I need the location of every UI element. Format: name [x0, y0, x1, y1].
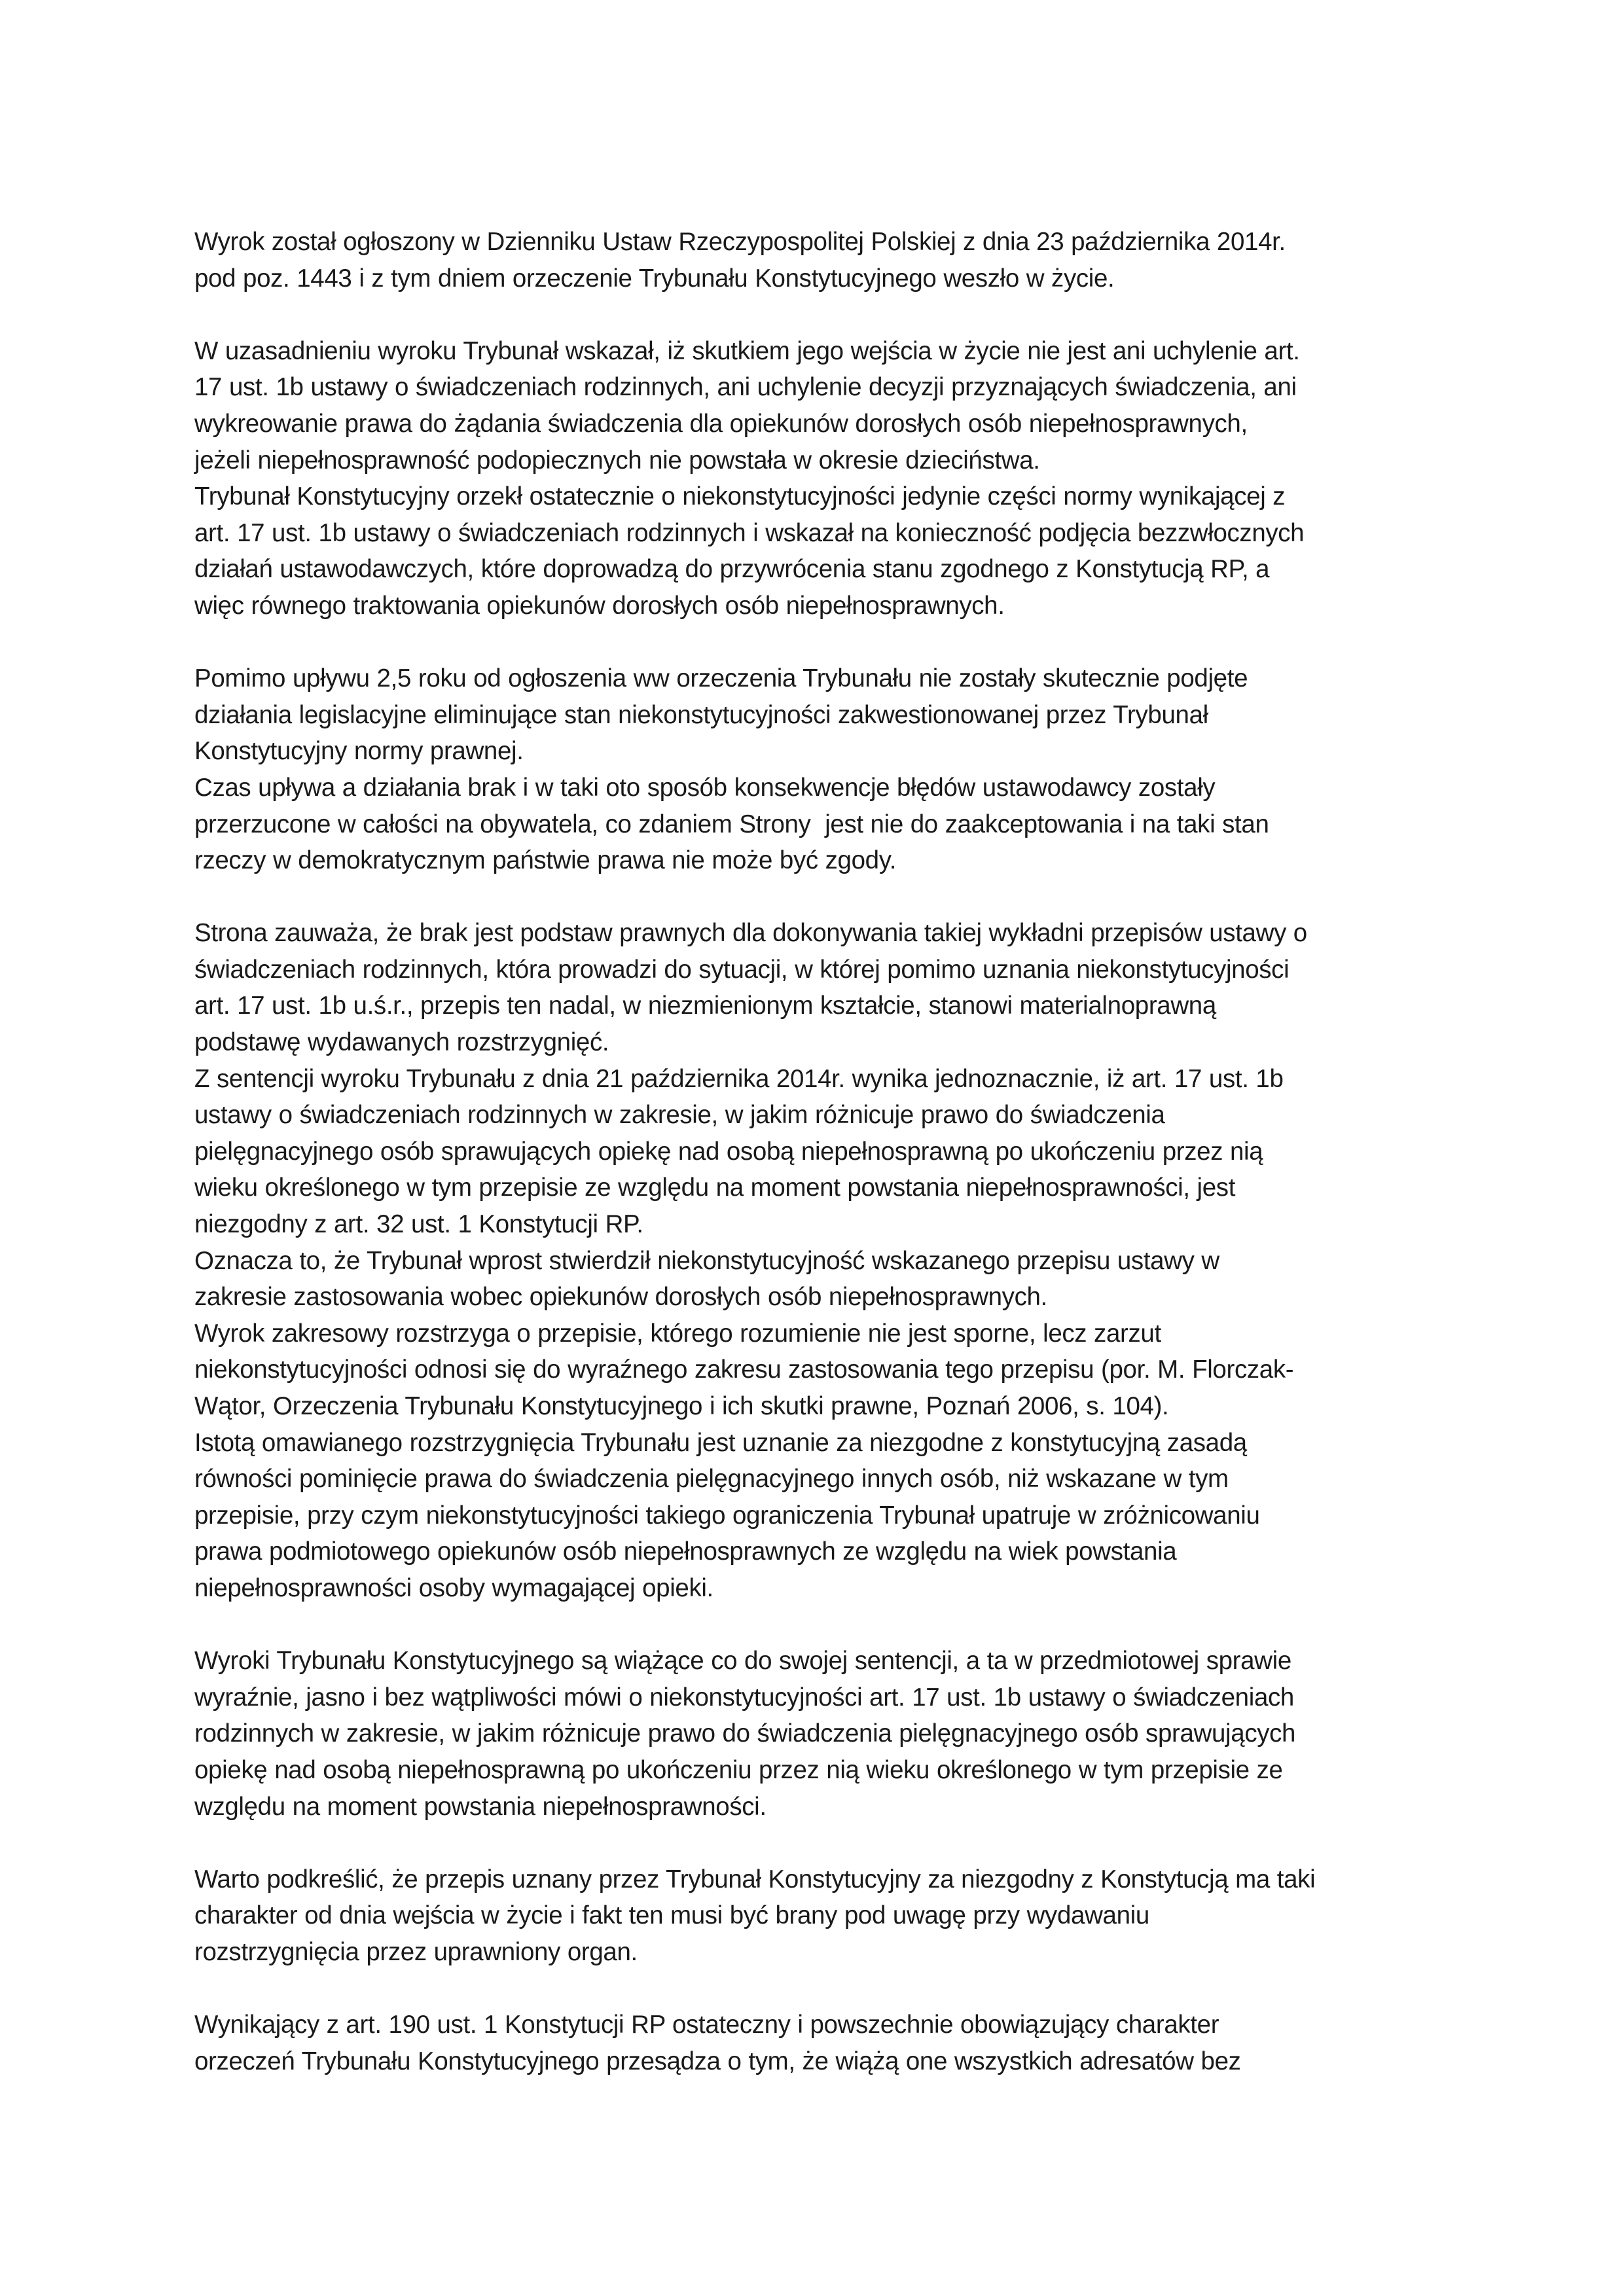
- text-line: przerzucone w całości na obywatela, co zdaniem Strony jest nie do zaakceptowania i na taki stan: [194, 810, 1269, 838]
- text-line: Strona zauważa, że brak jest podstaw prawnych dla dokonywania takiej wykładni przepisów ustawy o: [194, 919, 1307, 948]
- text-line: zakresie zastosowania wobec opiekunów dorosłych osób niepełnosprawnych.: [194, 1283, 1047, 1312]
- text-line: Trybunał Konstytucyjny orzekł ostatecznie o niekonstytucyjności jedynie części normy wynikającej z: [194, 482, 1286, 511]
- blank-line: [194, 1607, 1451, 1643]
- text-line: niezgodny z art. 32 ust. 1 Konstytucji RP.: [194, 1210, 643, 1239]
- text-line: art. 17 ust. 1b u.ś.r., przepis ten nadal, w niezmienionym kształcie, stanowi materialnoprawną: [194, 992, 1216, 1020]
- text-line: Warto podkreślić, że przepis uznany przez Trybunał Konstytucyjny za niezgodny z Konstytucją ma taki: [194, 1865, 1316, 1893]
- text-line: Konstytucyjny normy prawnej.: [194, 737, 524, 766]
- blank-line: [194, 1825, 1451, 1861]
- text-line: pielęgnacyjnego osób sprawujących opiekę nad osobą niepełnosprawną po ukończeniu przez nią: [194, 1137, 1263, 1166]
- text-line: rozstrzygnięcia przez uprawniony organ.: [194, 1937, 638, 1966]
- text-line: przepisie, przy czym niekonstytucyjności takiego ograniczenia Trybunał upatruje w zróżnicowaniu: [194, 1501, 1260, 1530]
- text-line: rzeczy w demokratycznym państwie prawa nie może być zgody.: [194, 846, 897, 875]
- text-line: jeżeli niepełnosprawność podopiecznych nie powstała w okresie dzieciństwa.: [194, 446, 1040, 475]
- text-line: więc równego traktowania opiekunów dorosłych osób niepełnosprawnych.: [194, 591, 1005, 620]
- text-line: równości pominięcie prawa do świadczenia pielęgnacyjnego innych osób, niż wskazane w tym: [194, 1465, 1229, 1494]
- text-line: Wyrok został ogłoszony w Dzienniku Ustaw Rzeczypospolitej Polskiej z dnia 23 października 2014r.: [194, 228, 1286, 256]
- text-line: Wątor, Orzeczenia Trybunału Konstytucyjnego i ich skutki prawne, Poznań 2006, s. 104).: [194, 1392, 1169, 1420]
- blank-line: [194, 296, 1451, 333]
- document-body: [194, 224, 1451, 2079]
- text-line: pod poz. 1443 i z tym dniem orzeczenie Trybunału Konstytucyjnego weszło w życie.: [194, 264, 1115, 293]
- text-line: świadczeniach rodzinnych, która prowadzi do sytuacji, w której pomimo uznania niekonstytucyjności: [194, 955, 1290, 984]
- text-line: Wyroki Trybunału Konstytucyjnego są wiążące co do swojej sentencji, a ta w przedmiotowej sprawie: [194, 1647, 1291, 1676]
- text-line: Wynikający z art. 190 ust. 1 Konstytucji RP ostateczny i powszechnie obowiązujący charakter: [194, 2011, 1219, 2039]
- blank-line: [194, 879, 1451, 916]
- text-line: Wyrok zakresowy rozstrzyga o przepisie, którego rozumienie nie jest sporne, lecz zarzut: [194, 1319, 1161, 1348]
- text-line: podstawę wydawanych rozstrzygnięć.: [194, 1028, 609, 1057]
- text-line: charakter od dnia wejścia w życie i fakt ten musi być brany pod uwagę przy wydawaniu: [194, 1901, 1149, 1930]
- text-line: względu na moment powstania niepełnosprawności.: [194, 1792, 767, 1821]
- text-line: Pomimo upływu 2,5 roku od ogłoszenia ww orzeczenia Trybunału nie zostały skutecznie podjęte: [194, 664, 1248, 693]
- text-line: ustawy o świadczeniach rodzinnych w zakresie, w jakim różnicuje prawo do świadczenia: [194, 1101, 1165, 1130]
- text-line: Z sentencji wyroku Trybunału z dnia 21 października 2014r. wynika jednoznacznie, iż art. 17 ust. 1b: [194, 1064, 1284, 1093]
- text-line: rodzinnych w zakresie, w jakim różnicuje prawo do świadczenia pielęgnacyjnego osób sprawujących: [194, 1719, 1296, 1748]
- text-line: art. 17 ust. 1b ustawy o świadczeniach rodzinnych i wskazał na konieczność podjęcia bezzwłocznych: [194, 518, 1305, 547]
- blank-line: [194, 1971, 1451, 2007]
- text-line: niepełnosprawności osoby wymagającej opieki.: [194, 1573, 713, 1602]
- text-line: niekonstytucyjności odnosi się do wyraźnego zakresu zastosowania tego przepisu (por. M. Florczak-: [194, 1355, 1294, 1384]
- text-line: orzeczeń Trybunału Konstytucyjnego przesądza o tym, że wiążą one wszystkich adresatów bez: [194, 2047, 1241, 2075]
- text-line: wieku określonego w tym przepisie ze względu na moment powstania niepełnosprawności, jest: [194, 1174, 1236, 1202]
- text-line: Oznacza to, że Trybunał wprost stwierdził niekonstytucyjność wskazanego przepisu ustawy w: [194, 1246, 1219, 1275]
- text-line: opiekę nad osobą niepełnosprawną po ukończeniu przez nią wieku określonego w tym przepisie ze: [194, 1755, 1283, 1784]
- text-line: Czas upływa a działania brak i w taki oto sposób konsekwencje błędów ustawodawcy zostały: [194, 773, 1216, 802]
- text-line: działań ustawodawczych, które doprowadzą do przywrócenia stanu zgodnego z Konstytucją RP, a: [194, 555, 1270, 584]
- text-line: W uzasadnieniu wyroku Trybunał wskazał, iż skutkiem jego wejścia w życie nie jest ani uchylenie art.: [194, 336, 1300, 365]
- text-line: 17 ust. 1b ustawy o świadczeniach rodzinnych, ani uchylenie decyzji przyznających świadczenia, ani: [194, 373, 1297, 402]
- text-line: Istotą omawianego rozstrzygnięcia Trybunału jest uznanie za niezgodne z konstytucyjną zasadą: [194, 1428, 1247, 1457]
- blank-line: [194, 624, 1451, 661]
- text-line: wykreowanie prawa do żądania świadczenia dla opiekunów dorosłych osób niepełnosprawnych,: [194, 409, 1248, 438]
- text-line: działania legislacyjne eliminujące stan niekonstytucyjności zakwestionowanej przez Trybunał: [194, 700, 1208, 729]
- text-line: wyraźnie, jasno i bez wątpliwości mówi o niekonstytucyjności art. 17 ust. 1b ustawy o świadczeniach: [194, 1683, 1294, 1712]
- text-line: prawa podmiotowego opiekunów osób niepełnosprawnych ze względu na wiek powstania: [194, 1537, 1177, 1566]
